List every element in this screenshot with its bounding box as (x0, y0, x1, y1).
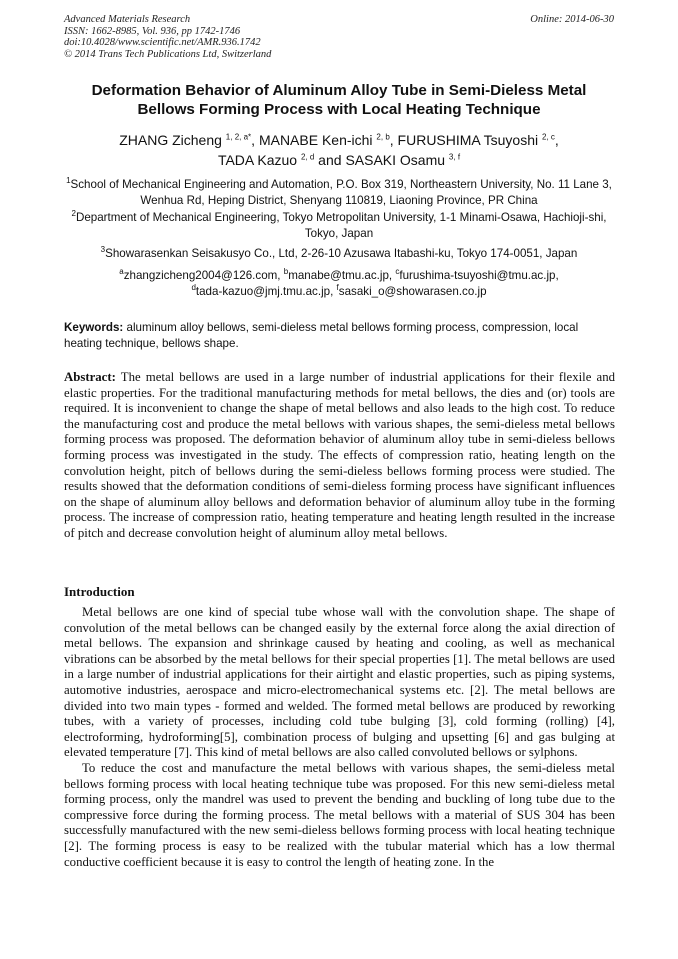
email-separator: , (555, 269, 559, 282)
abstract-text: The metal bellows are used in a large number of industrial applications for their flexile and elastic properties. For the traditional manufacturing methods for metal bellows, the dies and (or) tools are required. It is inconvenient to change the shape of metal bellows and also leads to the high cost. To reduce the manufacturing cost and produce the metal bellows with various shapes, the semi-dieless metal bellows forming process was proposed. The deformation behavior of aluminum alloy tube in semi-dieless bellows forming process was investigated in the study. The effects of compression ratio, heating length on the convolution height, pitch of bellows during the semi-dieless bellows forming process were studied. The results showed that the deformation conditions of semi-dieless forming process have significant influences on the shape of aluminum alloy bellows and deformation behavior of aluminum alloy tube in the forming process. The increase of compression ratio, heating temperature and heating length resulted in the increase of pitch and decrease convolution height of aluminum alloy metal bellows. (64, 370, 615, 540)
paper-title: Deformation Behavior of Aluminum Alloy Tube in Semi-Dieless Metal Bellows Forming Process with Local Heating Technique (91, 82, 587, 118)
email-address[interactable]: sasaki_o@showarasen.co.jp (338, 284, 487, 298)
journal-header (64, 14, 271, 60)
email-mark: a (119, 267, 124, 277)
introduction-body (64, 605, 615, 870)
email-address[interactable]: zhangzicheng2004@126.com (123, 269, 278, 282)
affiliation-text: School of Mechanical Engineering and Automation, P.O. Box 319, Northeastern University, No. 11 Lane 3, Wenhua Rd, Heping District, Shenyang 110819, Liaoning Province, PR China (70, 178, 612, 207)
affiliation-number: 3 (100, 245, 106, 255)
author-name: TADA Kazuo (217, 152, 298, 168)
author-name: FURUSHIMA Tsuyoshi (397, 132, 539, 148)
email-mark: f (336, 282, 339, 292)
email-list (64, 268, 614, 299)
author-affiliation-mark: 2, c (542, 132, 555, 142)
email-separator: , (388, 269, 396, 282)
keywords-label: Keywords: (64, 321, 124, 334)
author-separator: , (389, 132, 398, 148)
keywords-text: aluminum alloy bellows, semi-dieless metal bellows forming process, compression, local heating technique, bellows shape. (64, 321, 579, 350)
copyright-line: © 2014 Trans Tech Publications Ltd, Switzerland (64, 48, 272, 60)
introduction-paragraph-1: Metal bellows are one kind of special tube whose wall with the convolution shape. The shape of convolution of the metal bellows can be changed easily by the external force along the axial direction of metal bellows. The expansion and shrinkage caused by heating and cooling, as well as mechanical vibrations can be absorbed by the metal bellows for their special properties [1]. The metal bellows are used in a large number of industrial applications for their airtight and elastic properties, such as piping systems, automotive industries, aerospace and micro-electromechanical systems etc. [2]. The metal bellows are divided into two main types - formed and welded. The formed metal bellows are produced by reworking tubes, with a variety of processes, including cold tube bulging [3], cold forming (rolling) [4], electroforming, hydroforming[5], combination process of bulging and upsetting [6] and gas bulging at elevated temperature [7]. This kind of metal bellows are also called convoluted bellows or sylphons. (64, 605, 615, 760)
author-affiliation-mark: 2, d (300, 152, 315, 162)
author-list (64, 130, 614, 170)
email-address[interactable]: furushima-tsuyoshi@tmu.ac.jp (399, 269, 556, 282)
author-name: MANABE Ken-ichi (258, 132, 373, 148)
keywords-section (64, 320, 615, 351)
journal-name: Advanced Materials Research (64, 14, 191, 25)
email-mark: b (283, 267, 289, 277)
online-date: Online: 2014-06-30 (530, 14, 614, 25)
affiliation-1 (64, 177, 614, 208)
author-separator: , (554, 132, 559, 148)
introduction-heading: Introduction (64, 584, 135, 599)
author-affiliation-mark: 1, 2, a* (225, 132, 252, 142)
introduction-paragraph-2: To reduce the cost and manufacture the metal bellows with various shapes, the semi-dieless metal bellows forming process with local heating technique tube was proposed. For this new semi-dieless metal forming process, only the mandrel was used to prevent the bending and buckling of long tube due to the compressive force during the forming process. The metal bellows with a material of SUS 304 has been successfully manufactured with the new semi-dieless bellows forming process with local heating technique [2]. The forming process is easy to be realized with the tubular material which has a low thermal conductive coefficient because it is easy to control the length of heating zone. In the (64, 760, 615, 869)
abstract-label: Abstract: (64, 370, 116, 384)
author-affiliation-mark: 2, b (376, 132, 390, 142)
affiliation-text: Department of Mechanical Engineering, Tokyo Metropolitan University, 1-1 Minami-Osawa, Hachioji-shi, Tokyo, Japan (75, 211, 607, 240)
email-mark: c (395, 267, 400, 277)
author-name: SASAKI Osamu (345, 152, 446, 168)
author-affiliation-mark: 3, f (448, 152, 461, 162)
author-name: ZHANG Zicheng (119, 132, 222, 148)
issn-line: ISSN: 1662-8985, Vol. 936, pp 1742-1746 (64, 25, 241, 37)
email-address[interactable]: tada-kazuo@jmj.tmu.ac.jp (195, 284, 331, 298)
email-mark: d (191, 282, 196, 292)
affiliation-3 (64, 246, 614, 262)
author-separator: and (314, 152, 346, 168)
affiliation-number: 1 (66, 176, 71, 186)
abstract-section (64, 370, 615, 542)
affiliation-2 (64, 210, 614, 241)
author-separator: , (251, 132, 259, 148)
affiliation-text: Showarasenkan Seisakusyo Co., Ltd, 2-26-10 Azusawa Itabashi-ku, Tokyo 174-0051, Japan (105, 247, 578, 260)
email-separator: , (330, 284, 337, 298)
email-address[interactable]: manabe@tmu.ac.jp (288, 269, 389, 282)
affiliation-number: 2 (71, 209, 76, 219)
email-separator: , (277, 269, 284, 282)
doi-line: doi:10.4028/www.scientific.net/AMR.936.1742 (64, 37, 261, 48)
